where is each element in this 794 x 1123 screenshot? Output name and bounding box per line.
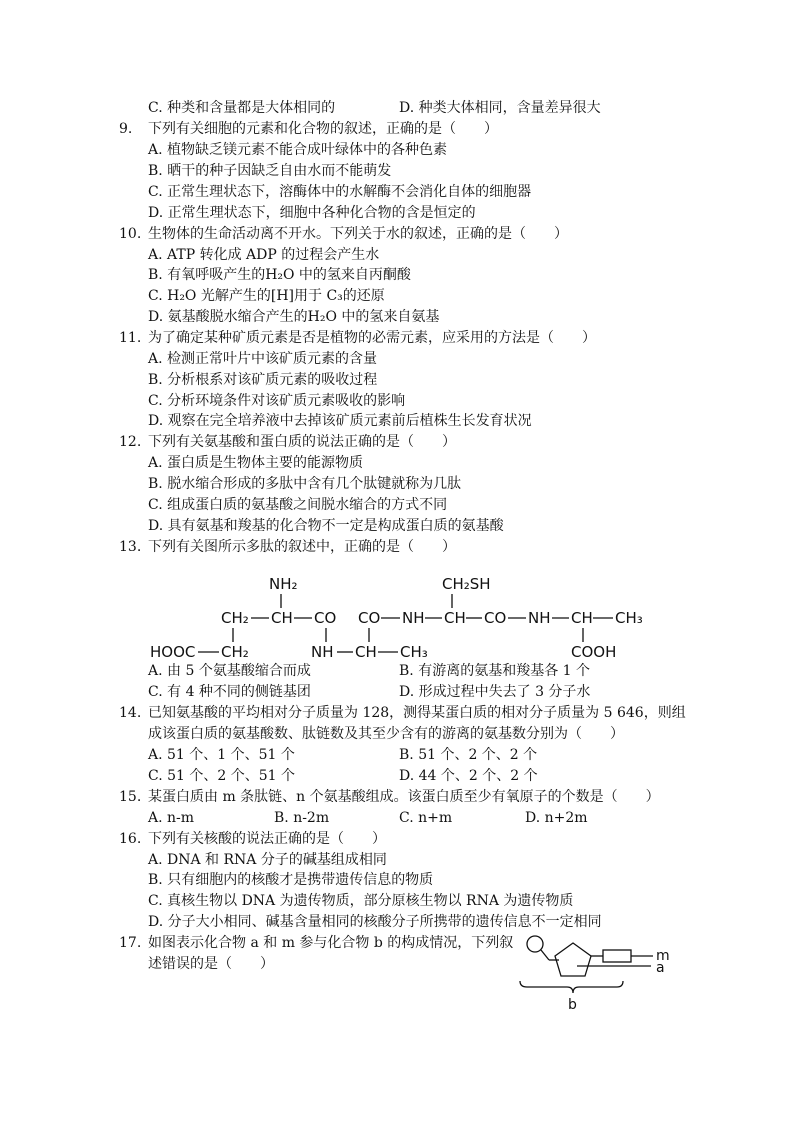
- q10-option-b: B. 有氧呼吸产生的H₂O 中的氢来自丙酮酸: [148, 267, 411, 283]
- q16-option-b: B. 只有细胞内的核酸才是携带遗传信息的物质: [148, 872, 434, 888]
- peptide-cooh: COOH: [571, 643, 617, 661]
- peptide-ch-bottom: CH: [355, 643, 377, 661]
- q14-option-a: A. 51 个、1 个、51 个: [148, 747, 295, 763]
- q12-option-a: A. 蛋白质是生物体主要的能源物质: [148, 455, 364, 471]
- q9-option-d: D. 正常生理状态下，细胞中各种化合物的含是恒定的: [148, 205, 476, 221]
- q11-option-a: A. 检测正常叶片中该矿质元素的含量: [148, 351, 378, 367]
- peptide-ch3-end: CH₃: [615, 609, 643, 627]
- peptide-ch2sh: CH₂SH: [442, 575, 491, 593]
- peptide-nh-bottom: NH: [311, 643, 334, 661]
- peptide-structure-diagram: [140, 568, 660, 664]
- q12-option-b: B. 脱水缩合形成的多肽中含有几个肽键就称为几肽: [148, 476, 462, 492]
- q10-option-c: C. H₂O 光解产生的[H]用于 C₃的还原: [148, 288, 385, 304]
- q17-number: 17.: [119, 935, 142, 951]
- q12-number: 12.: [119, 434, 142, 450]
- pentose-pentagon: [555, 943, 591, 976]
- q12-stem: 下列有关氨基酸和蛋白质的说法正确的是（ ）: [148, 434, 456, 450]
- peptide-co-1: CO: [314, 609, 337, 627]
- base-rectangle: [603, 950, 631, 962]
- peptide-nh2: NH₂: [269, 575, 298, 593]
- q9-option-c: C. 正常生理状态下，溶酶体中的水解酶不会消化自体的细胞器: [148, 184, 532, 200]
- peptide-ch-1: CH: [271, 609, 293, 627]
- q15-option-b: B. n-2m: [274, 810, 330, 826]
- peptide-ch-2: CH: [444, 609, 466, 627]
- q17-stem-line-1: 如图表示化合物 a 和 m 参与化合物 b 的构成情况，下列叙: [148, 935, 514, 951]
- q8-option-c: C. 种类和含量都是大体相同的: [148, 100, 336, 116]
- q12-option-d: D. 具有氨基和羧基的化合物不一定是构成蛋白质的氨基酸: [148, 518, 504, 534]
- q15-number: 15.: [119, 789, 142, 805]
- q14-option-d: D. 44 个、2 个、2 个: [399, 768, 538, 784]
- q14-number: 14.: [119, 705, 142, 721]
- q14-stem-line-2: 成该蛋白质的氨基酸数、肽链数及其至少含有的游离的氨基数分别为（ ）: [148, 726, 624, 742]
- peptide-co-2: CO: [358, 609, 381, 627]
- nucleotide-label-b: b: [568, 997, 577, 1013]
- q14-option-b: B. 51 个、2 个、2 个: [399, 747, 538, 763]
- q15-option-d: D. n+2m: [525, 810, 588, 826]
- q15-option-a: A. n-m: [148, 810, 195, 826]
- q11-option-c: C. 分析环境条件对该矿质元素吸收的影响: [148, 393, 406, 409]
- peptide-ch3-bottom: CH₃: [400, 643, 428, 661]
- q9-stem: 下列有关细胞的元素和化合物的叙述，正确的是（ ）: [148, 121, 498, 137]
- q15-stem: 某蛋白质由 m 条肽链、n 个氨基酸组成。该蛋白质至少有氧原子的个数是（ ）: [148, 789, 660, 805]
- q10-stem: 生物体的生命活动离不开水。下列关于水的叙述，正确的是（ ）: [148, 226, 568, 242]
- peptide-nh-2: NH: [528, 609, 551, 627]
- q13-stem: 下列有关图所示多肽的叙述中，正确的是（ ）: [148, 539, 456, 555]
- q14-stem-line-1: 已知氨基酸的平均相对分子质量为 128，测得某蛋白质的相对分子质量为 5 646，则组: [148, 705, 686, 721]
- q12-option-c: C. 组成蛋白质的氨基酸之间脱水缩合的方式不同: [148, 497, 448, 513]
- q11-option-d: D. 观察在完全培养液中去掉该矿质元素前后植株生长发育状况: [148, 413, 532, 429]
- q16-option-c: C. 真核生物以 DNA 为遗传物质，部分原核生物以 RNA 为遗传物质: [148, 893, 574, 909]
- q9-number: 9.: [119, 121, 133, 137]
- q16-number: 16.: [119, 831, 142, 847]
- q9-option-b: B. 晒干的种子因缺乏自由水而不能萌发: [148, 163, 392, 179]
- q13-option-c: C. 有 4 种不同的侧链基团: [148, 684, 311, 700]
- nucleotide-label-a: a: [656, 960, 665, 976]
- phosphate-circle: [527, 936, 543, 952]
- q13-number: 13.: [119, 539, 142, 555]
- peptide-co-3: CO: [484, 609, 507, 627]
- peptide-ch-3: CH: [571, 609, 593, 627]
- q16-option-a: A. DNA 和 RNA 分子的碱基组成相同: [148, 852, 387, 868]
- brace-b: [520, 981, 623, 993]
- q8-option-d: D. 种类大体相同，含量差异很大: [399, 100, 601, 116]
- peptide-ch2-left: CH₂: [221, 609, 249, 627]
- q10-number: 10.: [119, 226, 142, 242]
- q9-option-a: A. 植物缺乏镁元素不能合成叶绿体中的各种色素: [148, 142, 448, 158]
- q14-option-c: C. 51 个、2 个、51 个: [148, 768, 295, 784]
- q10-option-a: A. ATP 转化成 ADP 的过程会产生水: [148, 247, 380, 263]
- q16-stem: 下列有关核酸的说法正确的是（ ）: [148, 831, 386, 847]
- nucleotide-label-m: m: [656, 948, 670, 964]
- peptide-hooc: HOOC: [150, 643, 196, 661]
- nucleotide-diagram: [515, 928, 675, 1016]
- q13-option-b: B. 有游离的氨基和羧基各 1 个: [399, 663, 590, 679]
- q16-option-d: D. 分子大小相同、碱基含量相同的核酸分子所携带的遗传信息不一定相同: [148, 914, 602, 930]
- q13-option-a: A. 由 5 个氨基酸缩合而成: [148, 663, 311, 679]
- peptide-ch2-bottom: CH₂: [221, 643, 249, 661]
- peptide-nh-1: NH: [402, 609, 425, 627]
- q13-option-d: D. 形成过程中失去了 3 分子水: [399, 684, 591, 700]
- q17-stem-line-2: 述错误的是（ ）: [148, 956, 274, 972]
- q11-number: 11.: [119, 330, 142, 346]
- q11-option-b: B. 分析根系对该矿质元素的吸收过程: [148, 372, 378, 388]
- q15-option-c: C. n+m: [399, 810, 453, 826]
- q11-stem: 为了确定某种矿质元素是否是植物的必需元素，应采用的方法是（ ）: [148, 330, 596, 346]
- q10-option-d: D. 氨基酸脱水缩合产生的H₂O 中的氢来自氨基: [148, 309, 440, 325]
